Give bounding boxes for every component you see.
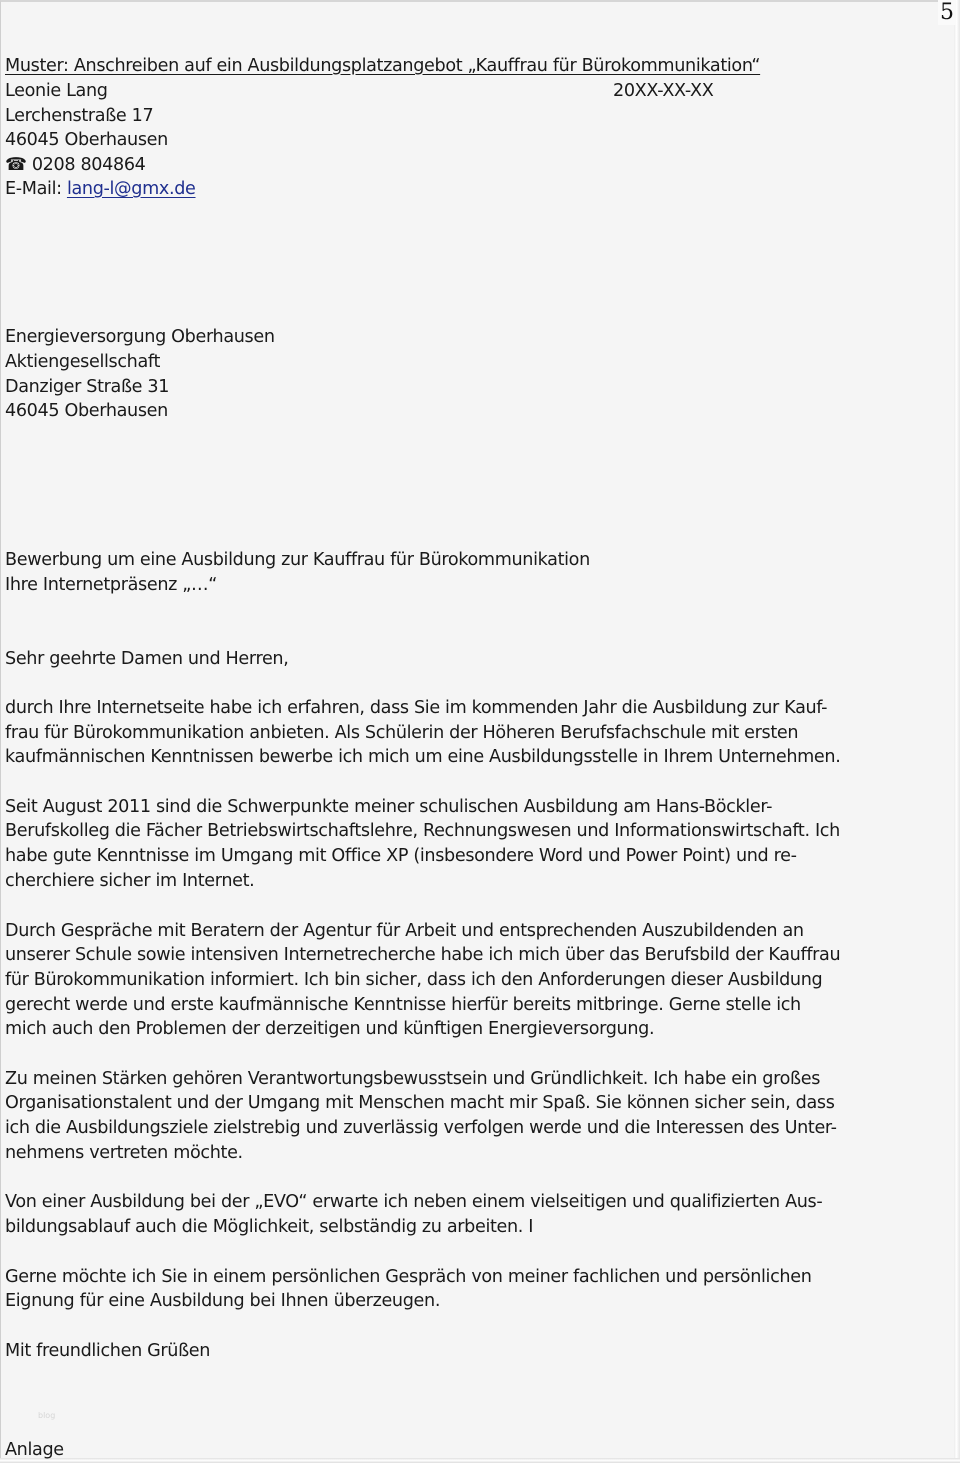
paragraph-line: unserer Schule sowie intensiven Internetrecherche habe ich mich über das Berufsbild der Kauffrau bbox=[5, 945, 841, 965]
paragraph-line: durch Ihre Internetseite habe ich erfahren, dass Sie im kommenden Jahr die Ausbildung zur Kauf- bbox=[5, 698, 828, 718]
paragraph-line: habe gute Kenntnisse im Umgang mit Office XP (insbesondere Word und Power Point) und re- bbox=[5, 846, 797, 866]
paragraph-line: Zu meinen Stärken gehören Verantwortungsbewusstsein und Gründlichkeit. Ich habe ein großes bbox=[5, 1069, 821, 1089]
subject-line1: Bewerbung um eine Ausbildung zur Kauffrau für Bürokommunikation bbox=[5, 550, 590, 570]
page-number: 5 bbox=[940, 0, 954, 25]
closing: Mit freundlichen Grüßen bbox=[5, 1341, 211, 1361]
email-link[interactable]: lang-l@gmx.de bbox=[66, 179, 196, 199]
paragraph-line: Organisationstalent und der Umgang mit Menschen macht mir Spaß. Sie können sicher sein, dass bbox=[5, 1093, 835, 1113]
watermark: blog bbox=[38, 1411, 56, 1420]
paragraph-line: cherchiere sicher im Internet. bbox=[5, 871, 255, 891]
paragraph-line: ich die Ausbildungsziele zielstrebig und zuverlässig verfolgen werde und die Interessen des Unter- bbox=[5, 1118, 837, 1138]
sender-email-line bbox=[5, 178, 196, 200]
page-edge-right bbox=[954, 0, 960, 1463]
page-edge-bottom bbox=[0, 1458, 960, 1463]
phone-icon: ☎ bbox=[5, 155, 27, 175]
paragraph-line: Durch Gespräche mit Beratern der Agentur für Arbeit und entsprechenden Auszubildenden an bbox=[5, 921, 804, 941]
email-label: E-Mail: bbox=[5, 179, 67, 199]
recipient-line2: Aktiengesellschaft bbox=[5, 352, 160, 372]
recipient-street: Danziger Straße 31 bbox=[5, 377, 170, 397]
subject-line2: Ihre Internetpräsenz „…“ bbox=[5, 575, 218, 595]
paragraph-line: bildungsablauf auch die Möglichkeit, selbständig zu arbeiten. I bbox=[5, 1217, 534, 1237]
paragraph-line: nehmens vertreten möchte. bbox=[5, 1143, 243, 1163]
enclosure: Anlage bbox=[5, 1440, 64, 1460]
sender-city: 46045 Oberhausen bbox=[5, 130, 168, 150]
paragraph-line: Berufskolleg die Fächer Betriebswirtschaftslehre, Rechnungswesen und Informationswirtschaft. Ich bbox=[5, 821, 840, 841]
paragraph-line: mich auch den Problemen der derzeitigen und künftigen Energieversorgung. bbox=[5, 1019, 655, 1039]
recipient-line1: Energieversorgung Oberhausen bbox=[5, 327, 275, 347]
document-heading: Muster: Anschreiben auf ein Ausbildungsplatzangebot „Kauffrau für Bürokommunikation“ bbox=[5, 56, 761, 76]
letter-date: 20XX-XX-XX bbox=[613, 81, 714, 101]
paragraph-line: Gerne möchte ich Sie in einem persönlichen Gespräch von meiner fachlichen und persönlichen bbox=[5, 1267, 812, 1287]
salutation: Sehr geehrte Damen und Herren, bbox=[5, 649, 289, 669]
sender-phone: 0208 804864 bbox=[31, 155, 146, 175]
sender-name: Leonie Lang bbox=[5, 81, 108, 101]
paragraph-line: gerecht werde und erste kaufmännische Kenntnisse hierfür bereits mitbringe. Gerne stelle ich bbox=[5, 995, 801, 1015]
paragraph-line: Eignung für eine Ausbildung bei Ihnen überzeugen. bbox=[5, 1291, 441, 1311]
recipient-city: 46045 Oberhausen bbox=[5, 401, 168, 421]
paragraph-line: Seit August 2011 sind die Schwerpunkte meiner schulischen Ausbildung am Hans-Böckler- bbox=[5, 797, 773, 817]
paragraph-line: kaufmännischen Kenntnissen bewerbe ich mich um eine Ausbildungsstelle in Ihrem Unternehmen. bbox=[5, 747, 841, 767]
sender-street: Lerchenstraße 17 bbox=[5, 106, 154, 126]
paragraph-line: frau für Bürokommunikation anbieten. Als Schülerin der Höheren Berufsfachschule mit ersten bbox=[5, 723, 799, 743]
paragraph-line: Von einer Ausbildung bei der „EVO“ erwarte ich neben einem vielseitigen und qualifizierten Aus- bbox=[5, 1192, 823, 1212]
sender-phone-line bbox=[5, 154, 146, 176]
paragraph-line: für Bürokommunikation informiert. Ich bin sicher, dass ich den Anforderungen dieser Ausbildung bbox=[5, 970, 823, 990]
